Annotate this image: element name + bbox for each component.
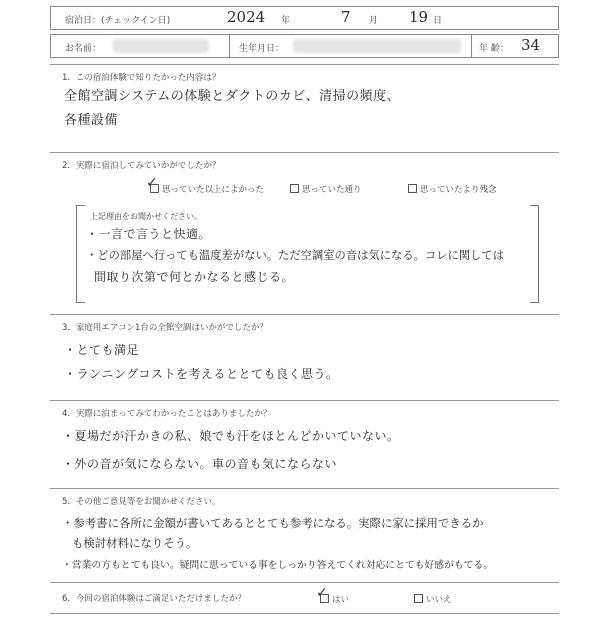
day-unit: 日	[433, 16, 443, 26]
option-label: はい	[332, 595, 350, 605]
checkbox	[290, 184, 299, 193]
stay-date-row	[50, 6, 559, 30]
name-redacted	[113, 39, 209, 53]
question-2-answer-line: ・一言で言うと快適。	[86, 227, 212, 241]
question-2-section	[50, 152, 559, 315]
checkmark-icon: ✓	[316, 585, 328, 601]
divider	[229, 35, 230, 57]
month-unit: 月	[369, 16, 379, 26]
question-3-answer-line: ・ランニングコストを考えるととても良く思う。	[64, 367, 339, 381]
option-label: 思っていた以上によかった	[162, 185, 265, 195]
personal-info-row	[50, 34, 559, 58]
option-as-expected	[290, 183, 362, 195]
question-6-section	[50, 582, 559, 614]
right-bracket	[530, 205, 539, 303]
birthdate-label: 生年月日：	[239, 44, 285, 54]
question-3-section	[50, 314, 559, 401]
option-better-than-expected	[150, 183, 264, 195]
name-label: お名前：	[65, 44, 102, 54]
option-label: 思っていたより残念	[420, 185, 497, 195]
checkbox	[408, 184, 417, 193]
question-4-text: 4．実際に泊まってみてわかったことはありましたか？	[62, 409, 272, 419]
stay-date-label: 宿泊日：(チェックイン日)	[65, 16, 171, 26]
year-unit: 年	[281, 16, 291, 26]
question-3-answer-line: ・とても満足	[64, 343, 140, 357]
option-label: 思っていた通り	[302, 185, 362, 195]
question-5-answer-line: ・参考書に各所に金額が書いてあるととても参考になる。実際に家に採用できるか	[62, 516, 484, 530]
day-value: 19	[409, 8, 429, 26]
question-4-answer-line: ・外の音が気にならない。車の音も気にならない	[62, 457, 338, 471]
question-2-text: 2．実際に宿泊してみていかがでしたか？	[62, 161, 221, 171]
reason-label: 上記理由をお聞かせください。	[90, 212, 202, 221]
option-no	[414, 593, 452, 605]
question-5-section	[50, 488, 559, 583]
checkbox	[414, 594, 423, 603]
option-label: いいえ	[426, 595, 452, 605]
question-4-section	[50, 400, 559, 489]
checkmark-icon: ✓	[146, 175, 158, 191]
question-5-text: 5．その他ご意見等をお聞かせください。	[62, 497, 221, 507]
question-4-answer-line: ・夏場だが汗かきの私、娘でも汗をほとんどかいていない。	[62, 429, 400, 443]
question-1-text: 1．この宿泊体験で知りたかった内容は？	[62, 73, 221, 83]
question-1-section	[50, 64, 559, 153]
age-label: 年 齢：	[479, 44, 509, 54]
question-2-answer-line: 間取り次第で何とかなると感じる。	[94, 270, 295, 284]
month-value: 7	[341, 8, 351, 26]
birthdate-redacted	[293, 39, 461, 53]
question-6-text: 6．今回の宿泊体験はご満足いただけましたか？	[62, 594, 246, 604]
question-1-answer-line: 各種設備	[64, 113, 119, 128]
question-2-answer-line: ・どの部屋へ行っても温度差がない。ただ空調室の音は気になる。コレに関しては	[86, 249, 504, 262]
question-1-answer-line: 全館空調システムの体験とダクトのカビ、清掃の頻度、	[64, 89, 401, 104]
question-5-answer-line: も検討材料になりそう。	[72, 536, 198, 550]
option-worse-than-expected	[408, 183, 497, 195]
divider	[471, 35, 472, 57]
left-bracket	[76, 205, 85, 303]
question-5-answer-line: ・営業の方もとても良い。疑問に思っている事をしっかり答えてくれ対応にとても好感がもてる。	[62, 560, 494, 571]
age-value: 34	[521, 36, 541, 54]
question-3-text: 3．家庭用エアコン1台の全館空調はいかがでしたか？	[62, 323, 268, 333]
year-value: 2024	[227, 8, 266, 26]
